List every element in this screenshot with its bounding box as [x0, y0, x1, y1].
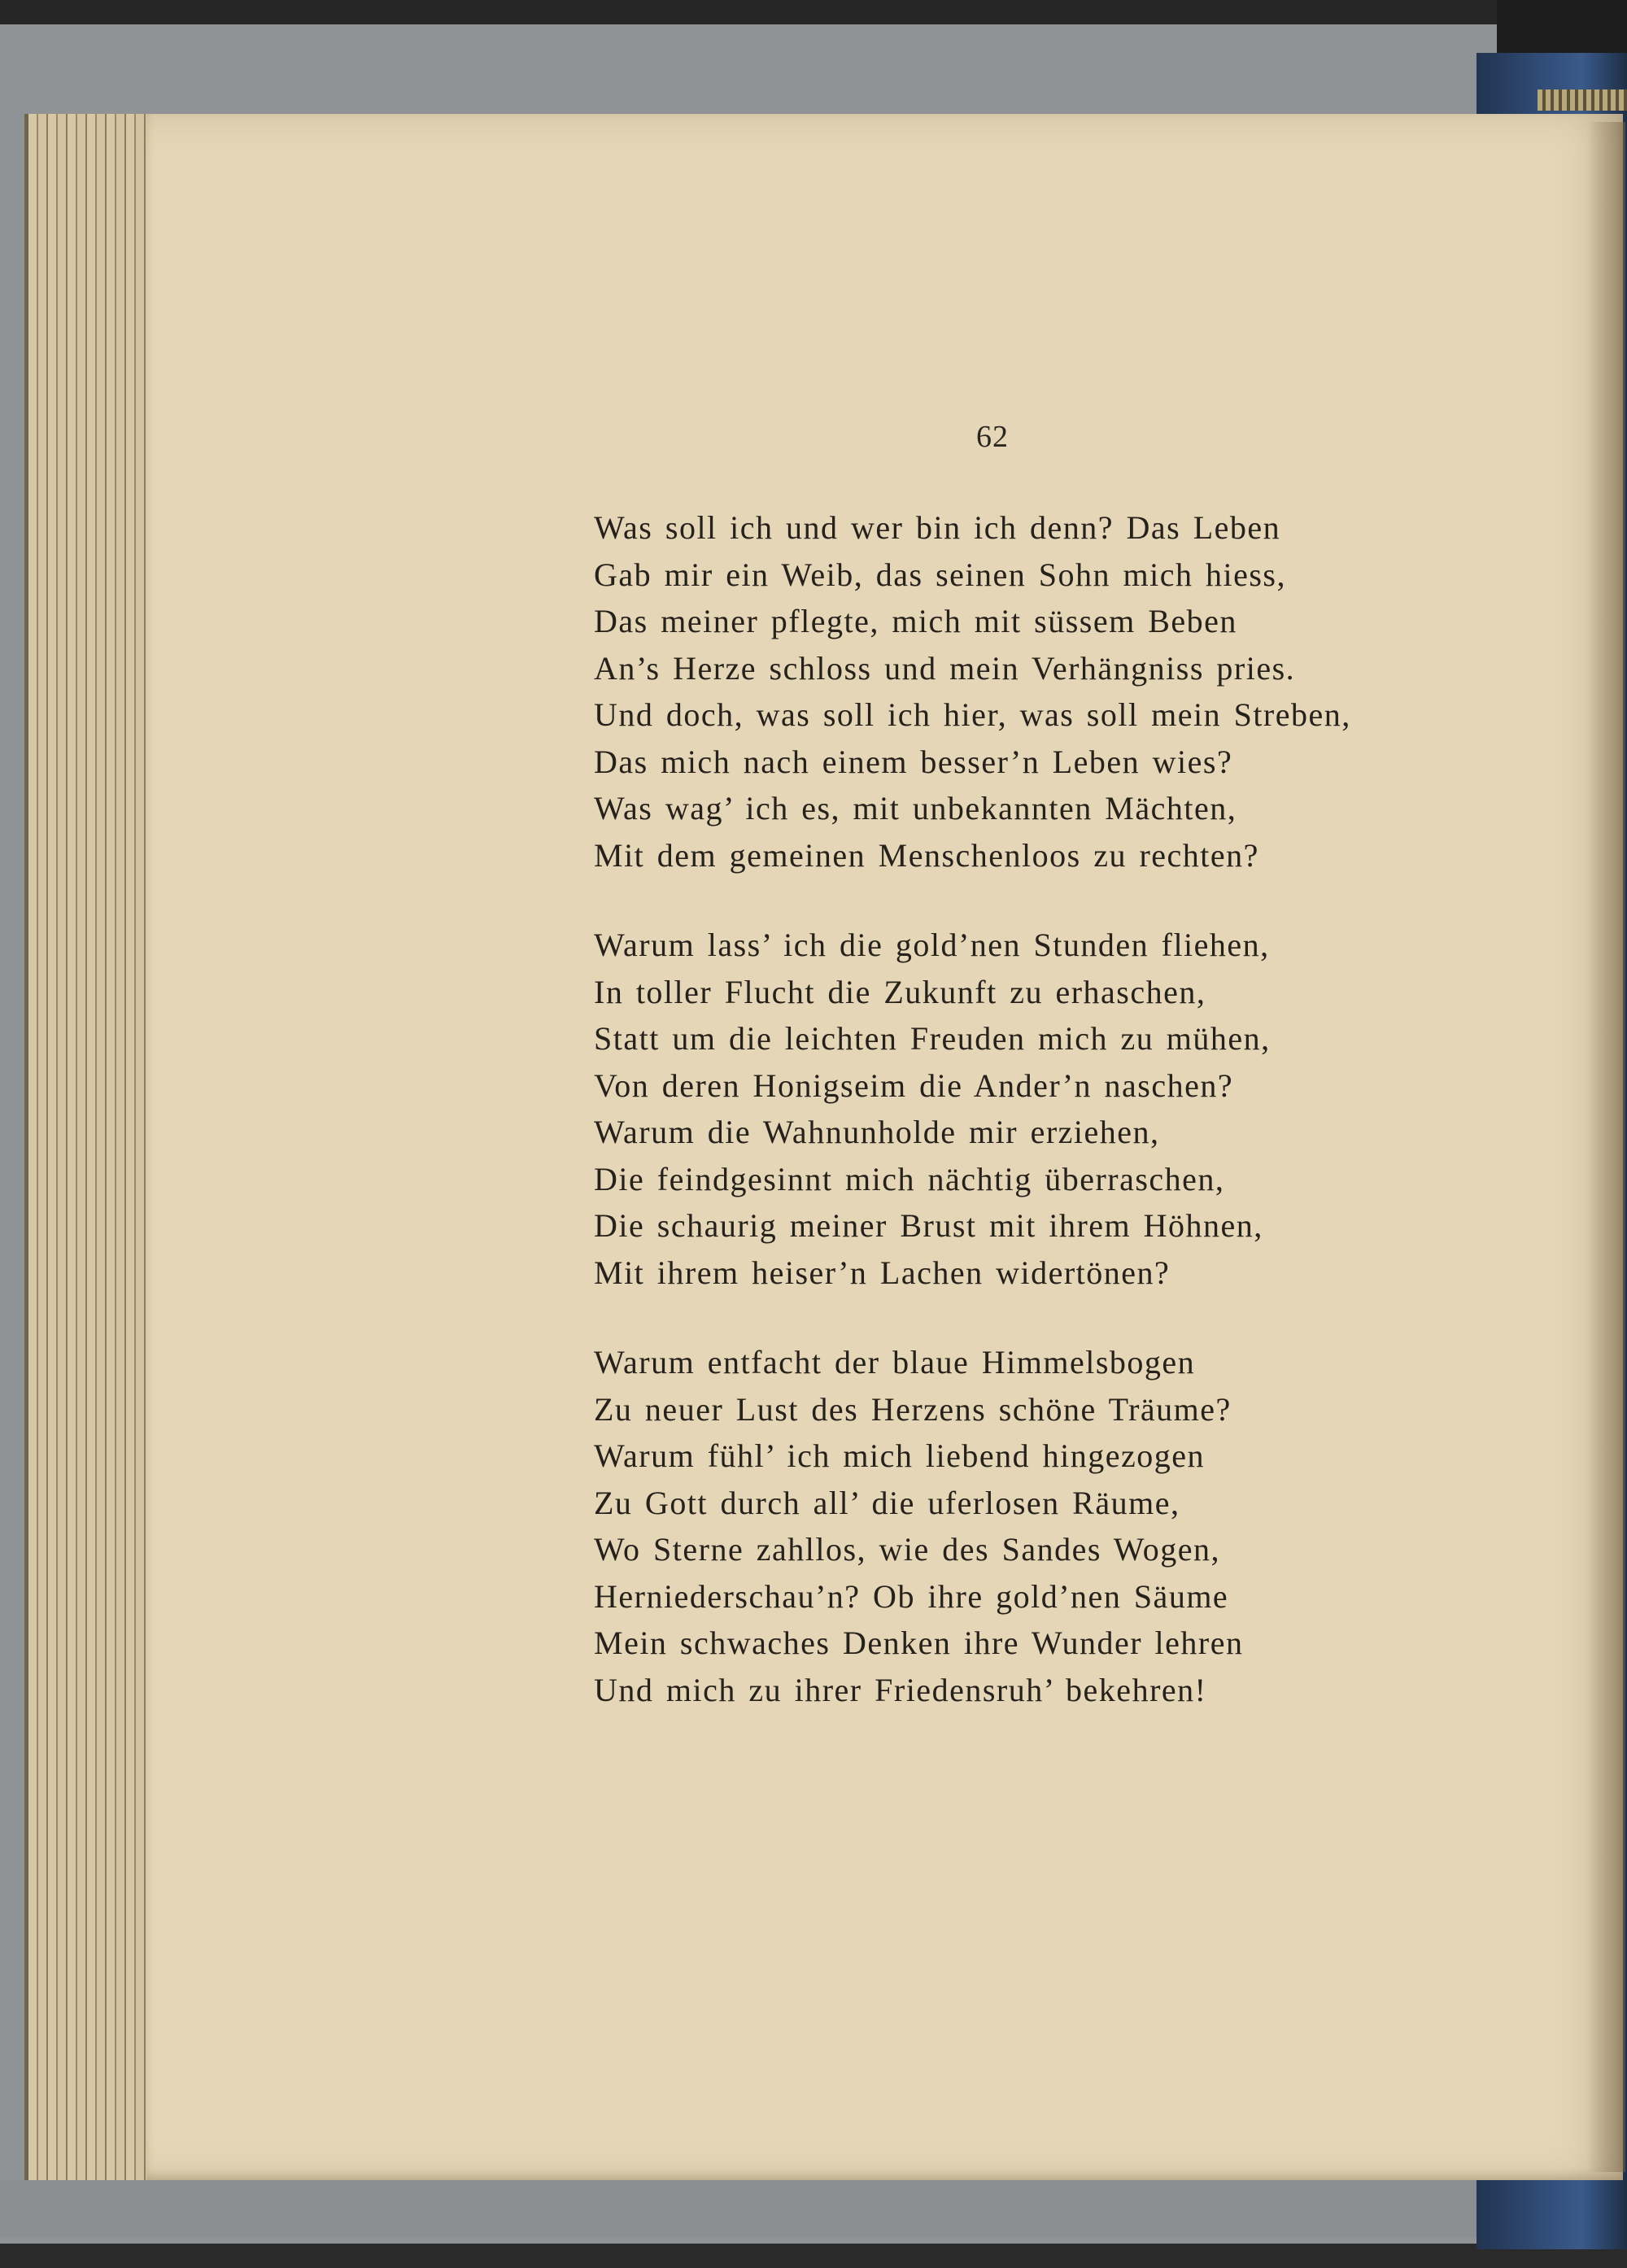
poem-line: An’s Herze schloss und mein Verhängniss pries. — [594, 649, 1296, 687]
stanza — [594, 922, 1472, 1296]
poem-line: Mit dem gemeinen Menschenloos zu rechten? — [594, 836, 1259, 874]
poem-line: Und mich zu ihrer Friedensruh’ bekehren! — [594, 1671, 1207, 1708]
poem-line: Gab mir ein Weib, das seinen Sohn mich hiess, — [594, 556, 1286, 593]
spine-band — [1538, 89, 1627, 111]
poem-line: Warum die Wahnunholde mir erziehen, — [594, 1114, 1160, 1150]
background-board-bottom — [0, 2180, 1497, 2237]
poem-line: Die feindgesinnt mich nächtig überraschen, — [594, 1160, 1225, 1197]
poem-line: Was soll ich und wer bin ich denn? Das Leben — [594, 509, 1281, 546]
page-gutter-shadow — [1586, 122, 1625, 2172]
poem-line: Warum lass’ ich die gold’nen Stunden fliehen, — [594, 927, 1270, 963]
stanza — [594, 504, 1472, 879]
top-background — [0, 0, 1627, 24]
poem-line: Zu neuer Lust des Herzens schöne Träume? — [594, 1390, 1232, 1428]
poem-line: Wo Sterne zahllos, wie des Sandes Wogen, — [594, 1531, 1221, 1568]
poem-line: Herniederschau’n? Ob ihre gold’nen Säume — [594, 1577, 1229, 1615]
poem-line: Zu Gott durch all’ die uferlosen Räume, — [594, 1484, 1180, 1521]
poem-line: Mein schwaches Denken ihre Wunder lehren — [594, 1625, 1244, 1661]
poem-line: In toller Flucht die Zukunft zu erhaschen, — [594, 973, 1206, 1010]
poem — [594, 504, 1472, 1756]
page-edges — [28, 114, 159, 2180]
poem-line: Das meiner pflegte, mich mit süssem Beben — [594, 603, 1237, 639]
poem-line: Von deren Honigseim die Ander’n naschen? — [594, 1066, 1234, 1104]
stanza — [594, 1339, 1472, 1713]
poem-line: Mit ihrem heiser’n Lachen widertönen? — [594, 1254, 1171, 1291]
cover-corner — [1497, 0, 1627, 57]
poem-line: Warum entfacht der blaue Himmelsbogen — [594, 1344, 1196, 1380]
poem-line: Statt um die leichten Freuden mich zu mühen, — [594, 1020, 1271, 1057]
poem-line: Das mich nach einem besser’n Leben wies? — [594, 743, 1233, 780]
poem-line: Und doch, was soll ich hier, was soll mein Streben, — [594, 696, 1351, 733]
poem-line: Was wag’ ich es, mit unbekannten Mächten, — [594, 790, 1237, 827]
page-number: 62 — [976, 420, 1009, 454]
poem-line: Die schaurig meiner Brust mit ihrem Höhnen, — [594, 1207, 1263, 1244]
poem-line: Warum fühl’ ich mich liebend hingezogen — [594, 1437, 1205, 1474]
